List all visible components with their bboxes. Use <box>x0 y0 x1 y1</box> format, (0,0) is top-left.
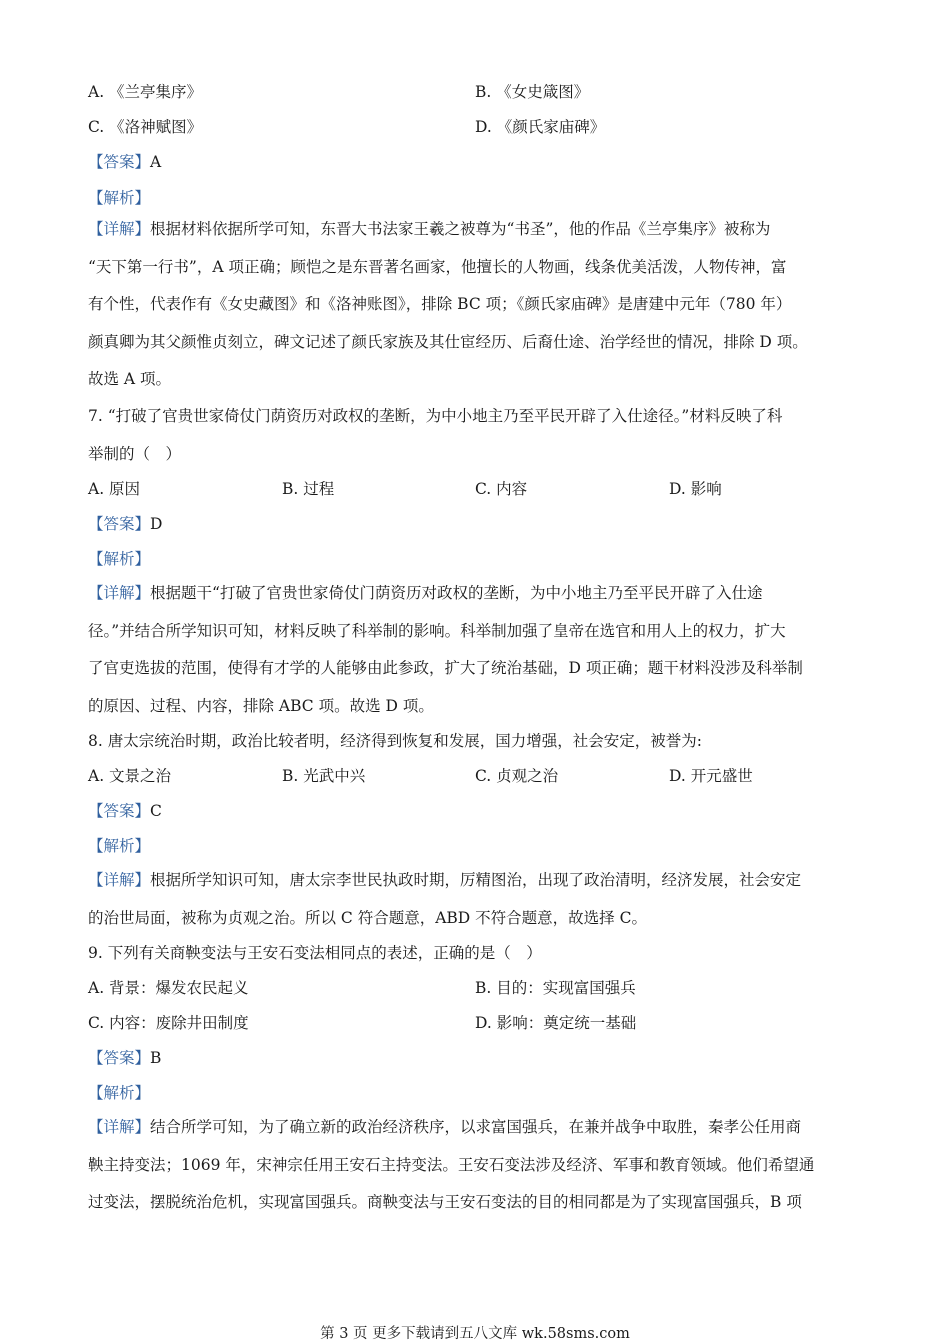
q9-stem <box>88 943 863 963</box>
q7-option-a: A. 原因 <box>88 480 141 498</box>
detail-line: 根据所学知识可知，唐太宗李世民执政时期，厉精图治，出现了政治清明，经济发展，社会安定 <box>150 871 802 889</box>
detail-line: 颜真卿为其父颜惟贞刻立，碑文记述了颜氏家族及其仕宦经历、后裔仕途、治学经世的情况，排除 D 项。 <box>88 332 808 351</box>
analysis-tag: 【解析】 <box>88 189 151 207</box>
page-footer: 第 3 页 更多下载请到五八文库 wk.58sms.com <box>320 1326 630 1342</box>
q8-option-d: D. 开元盛世 <box>669 767 753 785</box>
q6-answer <box>88 152 863 172</box>
detail-tag: 【详解】 <box>88 1118 151 1136</box>
detail-tag: 【详解】 <box>88 220 151 238</box>
q9-answer <box>88 1048 863 1068</box>
q7-option-d: D. 影响 <box>669 480 722 498</box>
q9-option-a: A. 背景：爆发农民起义 <box>88 979 249 997</box>
q7-answer <box>88 514 863 534</box>
q6-option-a: A. 《兰亭集序》 <box>88 83 203 101</box>
detail-tag: 【详解】 <box>88 871 151 889</box>
answer-tag: 【答案】 <box>88 1049 151 1067</box>
answer-value: B <box>150 1049 162 1067</box>
stem-line: 8. 唐太宗统治时期，政治比较者明，经济得到恢复和发展，国力增强，社会安定，被誉为: <box>88 732 702 750</box>
detail-line: 结合所学可知，为了确立新的政治经济秩序，以求富国强兵，在兼并战争中取胜，秦孝公任用商 <box>150 1118 802 1136</box>
detail-line: 了官吏选拔的范围，使得有才学的人能够由此参政，扩大了统治基础，D 项正确；题干材料没涉及科举制 <box>88 659 803 677</box>
detail-line: 的治世局面，被称为贞观之治。所以 C 符合题意，ABD 不符合题意，故选择 C。 <box>88 908 647 927</box>
analysis-tag: 【解析】 <box>88 837 151 855</box>
q6-option-d: D. 《颜氏家庙碑》 <box>475 118 606 136</box>
detail-line: “天下第一行书”，A 项正确；顾恺之是东晋著名画家，他擅长的人物画，线条优美活泼，人物传神，富 <box>88 257 787 276</box>
q7-stem <box>88 398 863 473</box>
q9-detail <box>88 1109 863 1222</box>
detail-line: 径。”并结合所学知识可知，材料反映了科举制的影响。科举制加强了皇帝在选官和用人上的权力，扩大 <box>88 621 786 640</box>
q7-option-c: C. 内容 <box>475 480 528 498</box>
q6-analysis-heading <box>88 188 863 208</box>
answer-value: A <box>150 153 162 171</box>
q9-option-d: D. 影响：奠定统一基础 <box>475 1014 637 1032</box>
q6-option-c: C. 《洛神赋图》 <box>88 118 203 136</box>
q9-option-c: C. 内容：废除井田制度 <box>88 1014 249 1032</box>
q7-analysis-heading <box>88 549 863 569</box>
stem-line: 7. “打破了官贵世家倚仗门荫资历对政权的垄断，为中小地主乃至平民开辟了入仕途径。”材料反映了科 <box>88 407 783 425</box>
q8-answer <box>88 801 863 821</box>
answer-tag: 【答案】 <box>88 802 151 820</box>
q9-analysis-heading <box>88 1083 863 1103</box>
detail-line: 有个性，代表作有《女史藏图》和《洛神账图》，排除 BC 项；《颜氏家庙碑》是唐建中元年（780 年） <box>88 295 792 313</box>
q6-option-b: B. 《女史箴图》 <box>475 83 590 101</box>
stem-line: 9. 下列有关商鞅变法与王安石变法相同点的表述，正确的是（ ） <box>88 944 542 962</box>
detail-line: 根据题干“打破了官贵世家倚仗门荫资历对政权的垄断，为中小地主乃至平民开辟了入仕途 <box>150 584 763 602</box>
analysis-tag: 【解析】 <box>88 550 151 568</box>
q7-detail <box>88 575 863 725</box>
detail-line: 鞅主持变法；1069 年，宋神宗任用王安石主持变法。王安石变法涉及经济、军事和教育领域。他们希望通 <box>88 1155 815 1174</box>
q9-option-b: B. 目的：实现富国强兵 <box>475 979 636 997</box>
q8-option-b: B. 光武中兴 <box>282 767 366 785</box>
q8-option-c: C. 贞观之治 <box>475 767 559 785</box>
answer-value: C <box>150 802 162 820</box>
analysis-tag: 【解析】 <box>88 1084 151 1102</box>
detail-line: 故选 A 项。 <box>88 370 172 388</box>
detail-line: 过变法，摆脱统治危机，实现富国强兵。商鞅变法与王安石变法的目的相同都是为了实现富国强兵，B 项 <box>88 1193 802 1211</box>
q8-detail <box>88 862 863 937</box>
answer-value: D <box>150 515 163 533</box>
answer-tag: 【答案】 <box>88 515 151 533</box>
q7-option-b: B. 过程 <box>282 480 335 498</box>
answer-tag: 【答案】 <box>88 153 151 171</box>
q8-analysis-heading <box>88 836 863 856</box>
q6-detail <box>88 211 863 399</box>
q8-stem <box>88 731 863 751</box>
stem-line: 举制的（ ） <box>88 444 182 463</box>
q8-option-a: A. 文景之治 <box>88 767 172 785</box>
detail-line: 的原因、过程、内容，排除 ABC 项。故选 D 项。 <box>88 696 434 715</box>
detail-line: 根据材料依据所学可知，东晋大书法家王羲之被尊为“书圣”，他的作品《兰亭集序》被称为 <box>150 220 771 238</box>
detail-tag: 【详解】 <box>88 584 151 602</box>
